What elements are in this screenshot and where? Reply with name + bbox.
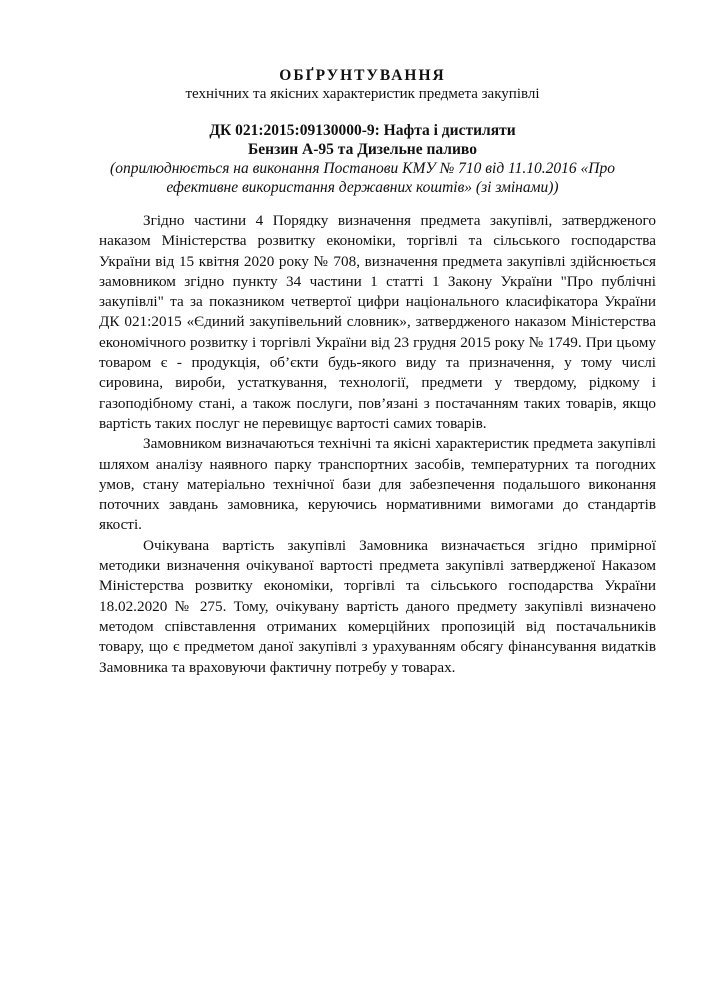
publication-note-line-2: ефективне використання державних коштів» (зі змінами)) — [166, 179, 559, 196]
document-subtitle: технічних та якісних характеристик предмета закупівлі — [185, 86, 540, 102]
paragraph-subject-definition: Згідно частини 4 Порядку визначення предмета закупівлі, затвердженого наказом Міністерства розвитку економіки, торгівлі та сільського господарства України від 15 квітня 2020 року № 708, визначення предмета закупівлі здійснюється замовником згідно пункту 34 частини 1 статті 1 Закону України "Про публічні закупівлі" та за показником четвертої цифри національного класифікатора України ДК 021:2015 «Єдиний закупівельний словник», затвердженого наказом Міністерства економічного розвитку і торгівлі України від 23 грудня 2015 року № 1749. При цьому товаром є - продукція, об’єкти будь-якого виду та призначення, у тому числі сировина, вироби, устаткування, технології, предмети у твердому, рідкому і газоподібному стані, а також послуги, пов’язані з постачанням таких товарів, якщо вартість таких послуг не перевищує вартості самих товарів. — [99, 212, 656, 432]
document-body — [99, 211, 656, 678]
publication-note-line-1: (оприлюднюється на виконання Постанови КМУ № 710 від 11.10.2016 «Про — [110, 160, 615, 177]
classification-code: ДК 021:2015:09130000-9: Нафта і дистиляти — [209, 122, 516, 139]
paragraph-technical-characteristics: Замовником визначаються технічні та якісні характеристик предмета закупівлі шляхом аналізу наявного парку транспортних засобів, температурних та погодних умов, стану матеріально технічної бази для забезпечення подальшого виконання поточних завдань замовника, керуючись нормативними вимогами до стандартів якості. — [99, 435, 656, 534]
document-title: ОБҐРУНТУВАННЯ — [279, 67, 446, 84]
paragraph-expected-cost: Очікувана вартість закупівлі Замовника визначається згідно примірної методики визначення очікуваної вартості предмета закупівлі затвердженої Наказом Міністерства розвитку економіки, торгівлі та сільського господарства України 18.02.2020 № 275. Тому, очікувану вартість даного предмету закупівлі визначено методом співставлення отриманих комерційних пропозицій від постачальників товару, що є предметом даної закупівлі з урахуванням обсягу фінансування видатків Замовника та враховуючи фактичну потребу у товарах. — [99, 536, 656, 676]
product-name: Бензин А-95 та Дизельне паливо — [248, 141, 477, 158]
document-header — [60, 66, 665, 197]
